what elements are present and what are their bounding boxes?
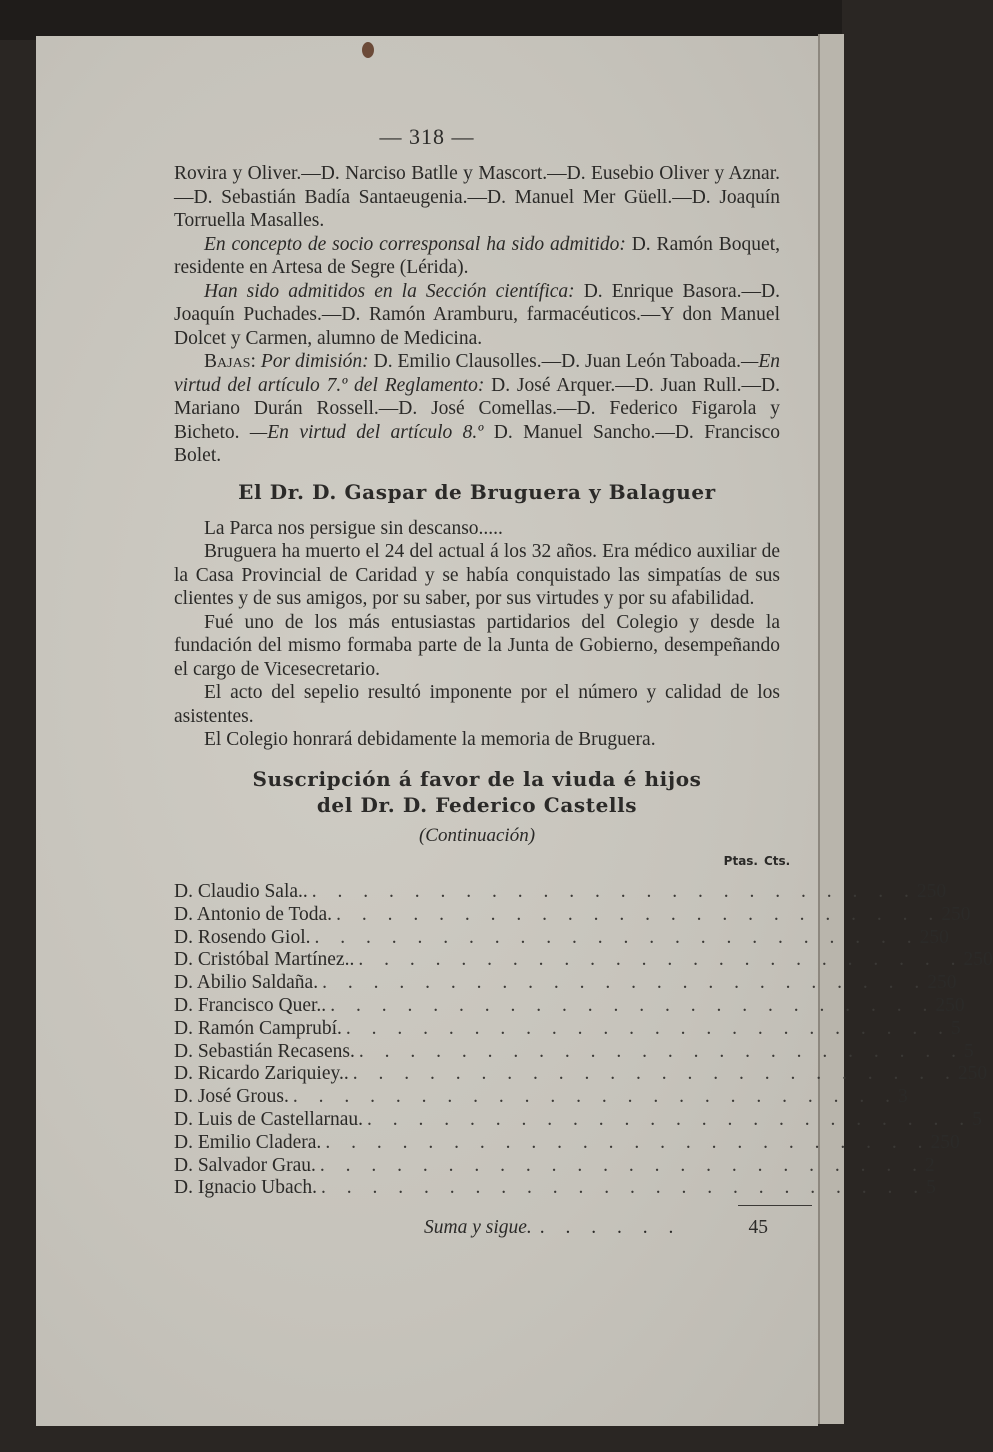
bajas-art7-label: —En virtud del artículo 7.º del Reglamento: bbox=[174, 351, 781, 396]
subscriber-name: D. Claudio Sala.. bbox=[174, 881, 308, 902]
subscription-list bbox=[174, 880, 993, 1199]
subscription-row bbox=[174, 1131, 960, 1154]
leader-dots: . . . . . . . . . . . . . . . . . . . . . . . . bbox=[345, 1017, 952, 1039]
subscriber-ptas: 5 bbox=[964, 1040, 974, 1062]
bajas-label: Bajas: bbox=[204, 351, 256, 372]
subscription-row bbox=[174, 994, 965, 1017]
subscription-column-headers bbox=[174, 850, 791, 870]
bajas-art8-text: D. Manuel Sancho.—D. Francisco Bolet. bbox=[174, 421, 780, 466]
subscription-row bbox=[174, 1085, 908, 1108]
obituary-paragraph: El acto del sepelio resultó imponente por el número y calidad de los asistentes. bbox=[174, 682, 780, 727]
page-text bbox=[174, 162, 993, 1240]
obituary-paragraph: La Parca nos persigue sin descanso..... bbox=[204, 517, 503, 539]
subscriber-name: D. José Grous. bbox=[174, 1086, 289, 1108]
subscriber-name: D. Abilio Saldaña. bbox=[174, 972, 319, 994]
leader-dots: . . . . . . . . . . . . . . . . . . . . . . . . bbox=[358, 949, 964, 971]
subscriber-name: D. Ricardo Zariquiey.. bbox=[174, 1063, 349, 1085]
leader-dots: . . . . . . . . . . . . . . . . . . . . . . . . bbox=[322, 972, 928, 994]
continuation-label: (Continuación) bbox=[418, 824, 536, 846]
subscription-row bbox=[174, 948, 993, 971]
subscription-row bbox=[174, 880, 947, 903]
seccion-cientifica-text: D. Enrique Basora.—D. Joaquín Puchades.—D. Ramón Aramburu, farmacéuticos.—Y don Manuel Dolcet y Carmen, alumno de Medicina. bbox=[174, 280, 780, 349]
adjacent-page-edge bbox=[818, 34, 844, 1424]
seccion-cientifica-paragraph bbox=[174, 280, 780, 351]
ptas-column-header: Ptas. bbox=[723, 854, 758, 868]
bajas-art8-label: —En virtud del artículo 8.º bbox=[239, 421, 484, 443]
subscription-row bbox=[174, 1017, 961, 1040]
corresponsal-paragraph bbox=[174, 233, 780, 280]
subscription-row bbox=[174, 971, 957, 994]
bajas-dimision-text: D. Emilio Clausolles.—D. Juan León Taboada. bbox=[368, 351, 742, 372]
subscription-row bbox=[174, 1062, 988, 1085]
obituary-title: El Dr. D. Gaspar de Bruguera y Balaguer bbox=[238, 479, 716, 504]
subscriber-cts: 50 bbox=[950, 903, 971, 925]
leader-dots: . . . . . . . . . . . . . . . . . . . . . . . . bbox=[314, 926, 920, 948]
subscriber-cts: 50 bbox=[926, 881, 947, 902]
subscriber-name: D. Emilio Cladera. bbox=[174, 1131, 322, 1153]
cts-column-header: Cts. bbox=[764, 854, 791, 868]
leader-dots: . . . . . . . . . . . . . . . . . . . . . . . . bbox=[330, 994, 936, 1016]
subscriber-cts: 50 bbox=[936, 972, 957, 994]
leader-dots: . . . . . . . . . . . . . . . . . . . . . . . . bbox=[352, 1063, 958, 1085]
subscriber-name: D. Ignacio Ubach. bbox=[174, 1177, 317, 1199]
leader-dots: . . . . . . . . . . . . . . . . . . . . . . . . bbox=[292, 1086, 898, 1108]
leader-dots: . . . . . . . . . . . . . . . . . . . . . . . . bbox=[336, 903, 942, 925]
subscriber-ptas: 5 bbox=[926, 1177, 936, 1199]
subscription-row bbox=[174, 1040, 974, 1063]
subscriber-name: D. Ramón Camprubí. bbox=[174, 1017, 342, 1039]
subscriber-ptas: 5 bbox=[951, 1017, 961, 1039]
scan-background bbox=[0, 0, 842, 40]
leader-dots: . . . . . . . . . . . . . . . . . . . . . . . . bbox=[367, 1108, 973, 1130]
subscriber-name: D. Rosendo Giol. bbox=[174, 926, 311, 948]
subscriber-name: D. Salvador Grau. bbox=[174, 1154, 316, 1176]
leader-dots: . . . . . . . . . . . . . . . . . . . . . . . . bbox=[319, 1154, 926, 1176]
subscriber-cts: 50 bbox=[945, 994, 965, 1016]
members-list-paragraph: Rovira y Oliver.—D. Narciso Batlle y Mascort.—D. Eusebio Oliver y Aznar.—D. Sebastián Badía Santaeugenia.—D. Manuel Mer Güell.—D. Joaquín Torruella Masalles. bbox=[174, 163, 780, 231]
obituary-paragraph: El Colegio honrará debidamente la memoria de Bruguera. bbox=[204, 729, 656, 750]
corresponsal-label: En concepto de socio corresponsal ha sido admitido: bbox=[204, 233, 626, 255]
subscription-title-line2: del Dr. D. Federico Castells bbox=[316, 792, 638, 817]
subscription-row bbox=[174, 1154, 935, 1177]
subscriber-ptas: 2 bbox=[930, 1131, 941, 1153]
subscriber-ptas: 5 bbox=[972, 1108, 982, 1130]
leader-dots: . . . . . . bbox=[539, 1217, 682, 1239]
subscription-title-line1: Suscripción á favor de la viuda é hijos bbox=[252, 766, 702, 791]
obituary-paragraph: Fué uno de los más entusiastas partidarios del Colegio y desde la fundación del mismo formaba parte de la Junta de Gobierno, desempeñando el cargo de Vicesecretario. bbox=[174, 611, 780, 680]
subscriber-cts: 50 bbox=[967, 1063, 988, 1085]
page-number: — 318 — bbox=[379, 124, 475, 149]
total-ptas: 45 bbox=[748, 1217, 768, 1239]
bajas-dimision-label: Por dimisión: bbox=[255, 351, 369, 372]
subscriber-ptas: 2 bbox=[935, 994, 946, 1016]
subscriber-ptas: 2 bbox=[963, 949, 974, 971]
subscriber-name: D. Cristóbal Martínez.. bbox=[174, 949, 355, 971]
obituary-paragraph: Bruguera ha muerto el 24 del actual á los 32 años. Era médico auxiliar de la Casa Provincial de Caridad y se había conquistado las simpatías de sus clientes y de sus amigos, por su saber, por sus virtudes y por su afabilidad. bbox=[174, 541, 780, 609]
subscription-row bbox=[174, 903, 971, 926]
binding-hole bbox=[362, 42, 374, 58]
subscriber-ptas: 2 bbox=[941, 903, 951, 925]
subscription-row bbox=[174, 926, 949, 949]
leader-dots: . . . . . . . . . . . . . . . . . . . . . . . . bbox=[358, 1040, 964, 1062]
subscription-total-row bbox=[174, 1216, 780, 1240]
bajas-art7-text: D. José Arquer.—D. Juan Rull.—D. Mariano Durán Rossell.—D. José Comellas.—D. Federico Figarola y Bicheto. bbox=[174, 374, 780, 443]
total-label: Suma y sigue. bbox=[424, 1217, 532, 1239]
total-rule bbox=[738, 1205, 812, 1206]
subscriber-ptas: 2 bbox=[957, 1063, 968, 1085]
subscriber-cts: 50 bbox=[973, 949, 993, 971]
leader-dots: . . . . . . . . . . . . . . . . . . . . . . . . bbox=[325, 1131, 931, 1153]
subscriber-ptas: 2 bbox=[916, 881, 927, 902]
subscriber-name: D. Francisco Quer.. bbox=[174, 994, 327, 1016]
leader-dots: . . . . . . . . . . . . . . . . . . . . . . . . bbox=[320, 1177, 927, 1199]
subscriber-name: D. Antonio de Toda. bbox=[174, 903, 333, 925]
subscriber-cts: 50 bbox=[929, 926, 949, 948]
subscriber-ptas: 2 bbox=[925, 1154, 935, 1176]
bajas-paragraph bbox=[174, 350, 780, 468]
corresponsal-text: D. Ramón Boquet, residente en Artesa de Segre (Lérida). bbox=[174, 233, 780, 278]
subscriber-name: D. Sebastián Recasens. bbox=[174, 1040, 355, 1062]
subscription-row bbox=[174, 1176, 936, 1199]
seccion-cientifica-label: Han sido admitidos en la Sección científica: bbox=[204, 280, 575, 302]
subscription-title bbox=[174, 766, 780, 818]
book-page bbox=[36, 36, 993, 1426]
leader-dots: . . . . . . . . . . . . . . . . . . . . . . . . bbox=[311, 881, 917, 902]
subscriber-ptas: 3 bbox=[897, 1086, 908, 1108]
subscriber-name: D. Luis de Castellarnau. bbox=[174, 1108, 363, 1130]
subscriber-ptas: 2 bbox=[927, 972, 937, 994]
subscription-row bbox=[174, 1108, 982, 1131]
subscriber-cts: 50 bbox=[940, 1131, 960, 1153]
subscriber-ptas: 2 bbox=[919, 926, 930, 948]
